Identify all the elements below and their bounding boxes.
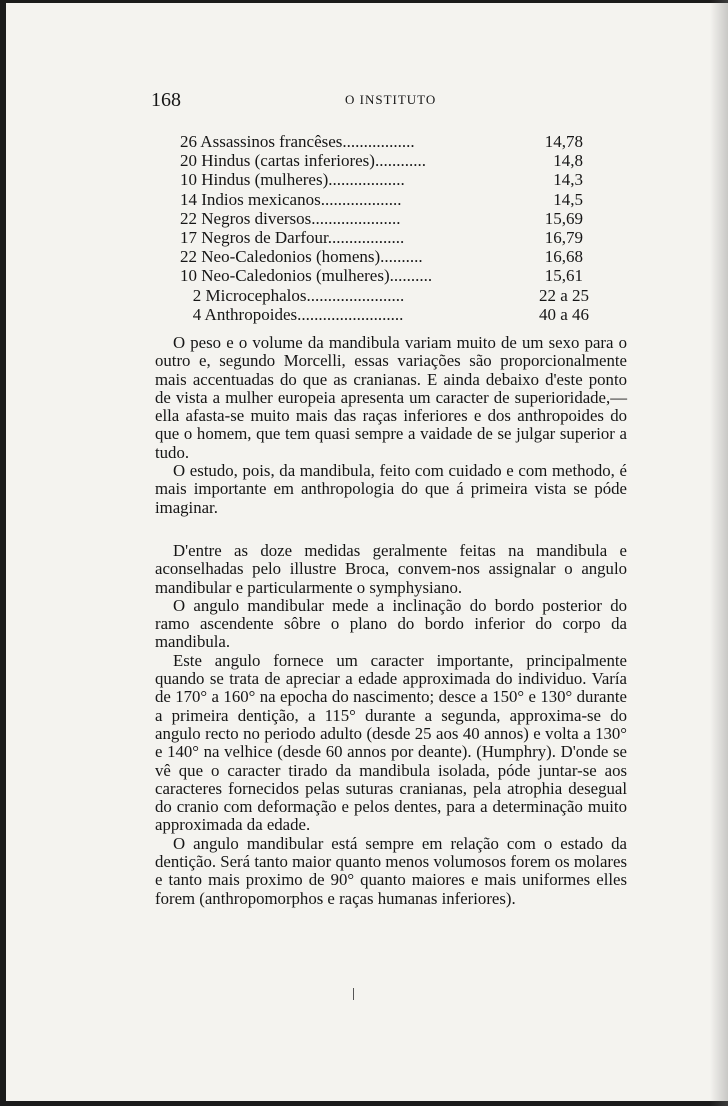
running-head	[151, 88, 603, 112]
paragraph: O angulo mandibular está sempre em relação com o estado da dentição. Será tanto maior quanto menos volumosos forem os molares e tanto mais proximo de 90° quanto maiores e mais uniformes elles forem (anthropomorphos e raças humanas inferiores).	[155, 833, 627, 908]
table-row	[180, 266, 605, 285]
row-label: 17 Negros de Darfour..................	[180, 227, 405, 247]
measurement-table	[180, 132, 605, 324]
table-row	[180, 190, 605, 209]
table-row	[180, 305, 605, 324]
paragraph: O angulo mandibular mede a inclinação do bordo posterior do ramo ascendente sôbre o plano do bordo inferior do corpo da mandibula.	[155, 595, 627, 652]
table-row	[180, 151, 605, 170]
row-value: 16,79	[544, 227, 583, 247]
page-edge-shadow	[710, 0, 728, 1106]
body-text	[155, 334, 627, 908]
row-label: 10 Neo-Caledonios (mulheres)..........	[180, 266, 433, 286]
scan-border-left	[0, 0, 6, 1106]
paragraph: D'entre as doze medidas geralmente feitas na mandibula e aconselhadas pelo illustre Broca, convem-nos assignalar o angulo mandibular e particularmente o symphysiano.	[155, 540, 627, 597]
table-row	[180, 228, 605, 247]
row-label: 4 Anthropoides.........................	[180, 304, 404, 324]
row-label: 2 Microcephalos.......................	[180, 285, 405, 305]
row-value: 40 a 46	[538, 304, 589, 324]
paragraph: O peso e o volume da mandibula variam muito de um sexo para o outro e, segundo Morcelli, essas variações são proporcionalmente mais accentuadas do que as cranianas. E ainda debaixo d'este ponto de vista a mulher europeia apresenta um caracter de superioridade,—ella afasta-se muito mais das raças inferiores e dos anthropoides do que o homem, que tem quasi sempre a vaidade de se julgar superior a tudo.	[155, 333, 627, 462]
paragraph: O estudo, pois, da mandibula, feito com cuidado e com methodo, é mais importante em anthropologia do que á primeira vista se póde imaginar.	[155, 461, 627, 517]
row-value: 15,69	[544, 208, 583, 228]
row-label: 22 Neo-Caledonios (homens)..........	[180, 247, 423, 267]
journal-title: O INSTITUTO	[345, 92, 437, 107]
row-value: 16,68	[544, 247, 583, 267]
row-label: 14 Indios mexicanos...................	[180, 189, 402, 209]
row-label: 22 Negros diversos.....................	[180, 208, 401, 228]
row-label: 20 Hindus (cartas inferiores)............	[180, 151, 426, 171]
table-row	[180, 286, 605, 305]
table-row	[180, 247, 605, 266]
row-value: 22 a 25	[538, 285, 589, 305]
table-row	[180, 132, 605, 151]
row-value: 15,61	[544, 266, 583, 286]
row-label: 10 Hindus (mulheres)..................	[180, 170, 405, 190]
scan-border-bottom	[0, 1101, 728, 1106]
table-row	[180, 170, 605, 189]
row-value: 14,78	[544, 132, 583, 151]
row-label: 26 Assassinos francêses.................	[180, 132, 415, 151]
row-value: 14,3	[553, 170, 583, 190]
paragraph: Este angulo fornece um caracter importante, principalmente quando se trata de apreciar a edade approximada do individuo. Varía de 170° a 160° na epocha do nascimento; desce a 150° e 130° durante a primeira dentição, a 115° durante a segunda, approxima-se do angulo recto no periodo adulto (desde 25 aos 40 annos) e volta a 130° e 140° na velhice (desde 60 annos por deante). (Humphry). D'onde se vê que o caracter tirado da mandibula isolada, póde juntar-se aos caracteres fornecidos pelas suturas cranianas, pela atrophia desegual do cranio com deformação e pelos dentes, para a determinação muito approximada da edade.	[155, 650, 627, 835]
row-value: 14,8	[553, 151, 583, 171]
print-mark	[353, 988, 354, 1000]
table-row	[180, 209, 605, 228]
page-number: 168	[151, 89, 181, 111]
row-value: 14,5	[553, 189, 583, 209]
scan-border-top	[0, 0, 728, 3]
